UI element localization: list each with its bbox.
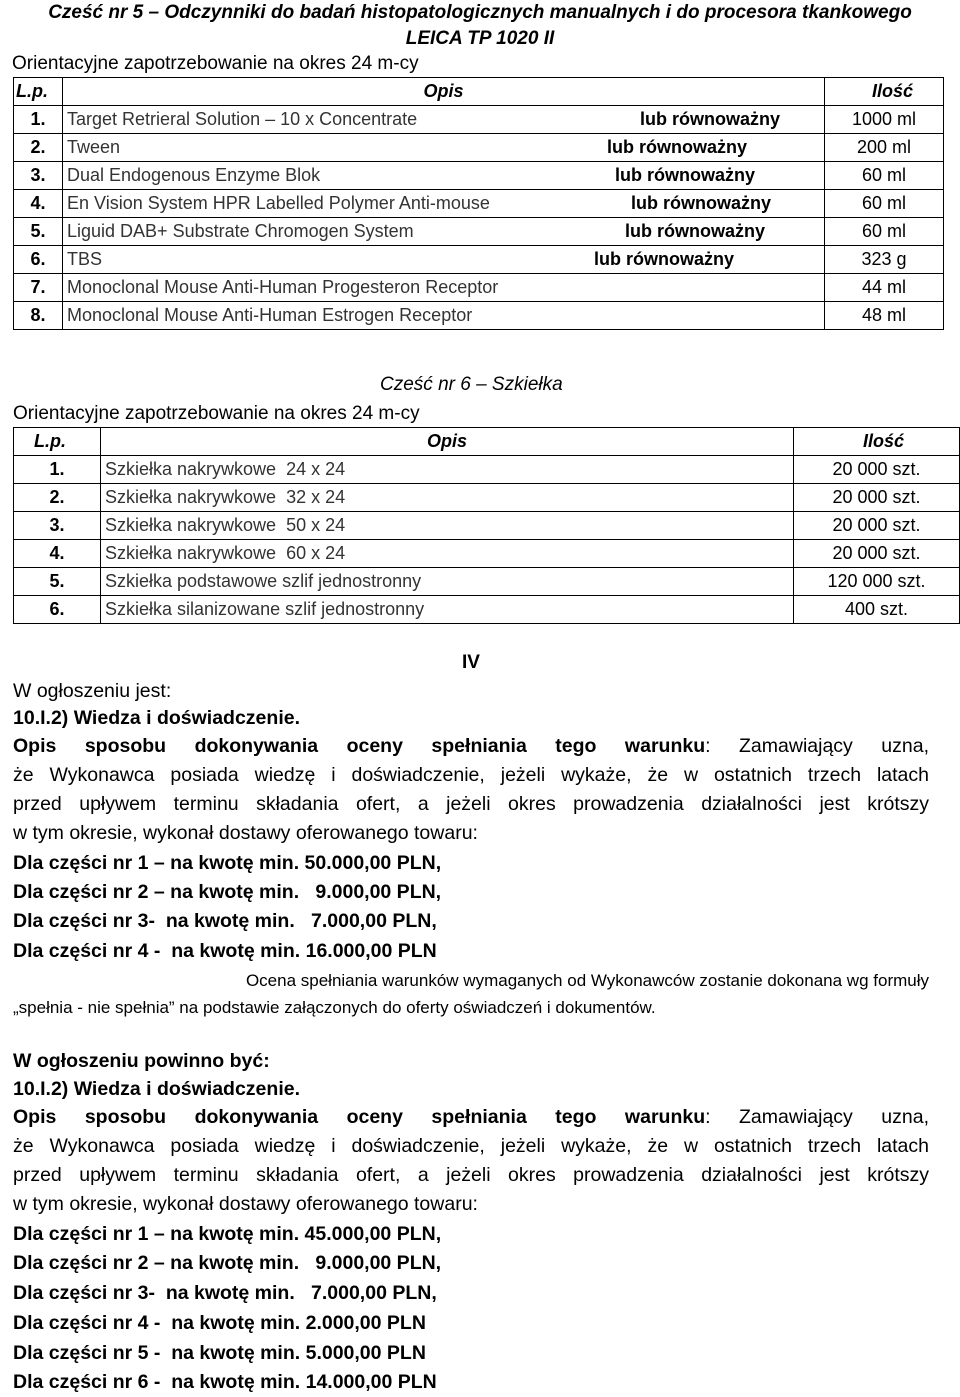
- row-desc-text: Target Retrieral Solution – 10 x Concentrate: [67, 109, 418, 129]
- row-qty: 20 000 szt.: [794, 456, 960, 484]
- table-row: [14, 302, 944, 330]
- row-desc: [63, 190, 825, 218]
- should-desc-line2: że Wykonawca posiada wiedzę i doświadczenie, jeżeli wykaże, że w ostatnich trzech latach: [13, 1135, 929, 1157]
- row-lp: 1.: [14, 456, 101, 484]
- section5-table: [13, 77, 944, 330]
- row-desc: [63, 162, 825, 190]
- table-row: [14, 106, 944, 134]
- row-desc: Szkiełka nakrywkowe 32 x 24: [101, 484, 794, 512]
- row-equiv: lub równoważny: [631, 193, 772, 213]
- is-desc-line4: w tym okresie, wykonał dostawy oferowanego towaru:: [13, 822, 478, 844]
- row-qty: 20 000 szt.: [794, 540, 960, 568]
- should-desc-bold: Opis sposobu dokonywania oceny spełniania tego warunku: [13, 1106, 706, 1128]
- is-part-2: Dla części nr 2 – na kwotę min. 9.000,00 PLN,: [13, 881, 442, 903]
- row-lp: 4.: [14, 540, 101, 568]
- row-desc: Szkiełka silanizowane szlif jednostronny: [101, 596, 794, 624]
- row-qty: 400 szt.: [794, 596, 960, 624]
- should-desc-line4: w tym okresie, wykonał dostawy oferowanego towaru:: [13, 1193, 478, 1215]
- table-row: [14, 134, 944, 162]
- row-lp: 3.: [14, 512, 101, 540]
- should-part-2: Dla części nr 2 – na kwotę min. 9.000,00 PLN,: [13, 1252, 442, 1274]
- should-part-1: Dla części nr 1 – na kwotę min. 45.000,00 PLN,: [13, 1223, 442, 1245]
- row-lp: 8.: [14, 302, 63, 330]
- table-row: [14, 190, 944, 218]
- should-part-4: Dla części nr 4 - na kwotę min. 2.000,00 PLN: [13, 1312, 426, 1334]
- row-qty: 20 000 szt.: [794, 512, 960, 540]
- row-lp: 6.: [14, 246, 63, 274]
- row-qty: 323 g: [825, 246, 944, 274]
- table-row: [14, 596, 960, 624]
- header-lp: L.p.: [14, 78, 63, 106]
- is-desc-line3: przed upływem terminu składania ofert, a jeżeli okres prowadzenia działalności jest krótszy: [13, 793, 929, 815]
- row-lp: 2.: [14, 484, 101, 512]
- section6-orientation: Orientacyjne zapotrzebowanie na okres 24 m-cy: [13, 403, 420, 424]
- row-qty: 60 ml: [825, 218, 944, 246]
- row-equiv: lub równoważny: [640, 109, 781, 129]
- row-desc: Szkiełka podstawowe szlif jednostronny: [101, 568, 794, 596]
- row-desc: [63, 134, 825, 162]
- row-qty: 20 000 szt.: [794, 484, 960, 512]
- row-qty: 1000 ml: [825, 106, 944, 134]
- table-header-row: [14, 78, 944, 106]
- is-desc-line1: [13, 732, 929, 761]
- row-desc-text: En Vision System HPR Labelled Polymer Anti-mouse: [67, 193, 490, 213]
- is-desc-bold: Opis sposobu dokonywania oceny spełniania tego warunku: [13, 735, 706, 757]
- row-lp: 4.: [14, 190, 63, 218]
- row-desc: Szkiełka nakrywkowe 24 x 24: [101, 456, 794, 484]
- row-lp: 7.: [14, 274, 63, 302]
- table-row: [14, 274, 944, 302]
- row-equiv: lub równoważny: [607, 137, 748, 157]
- ocena-line2: „spełnia - nie spełnia” na podstawie załączonych do oferty oświadczeń i dokumentów.: [13, 998, 656, 1017]
- row-desc: Szkiełka nakrywkowe 60 x 24: [101, 540, 794, 568]
- row-qty: 60 ml: [825, 190, 944, 218]
- table-row: [14, 162, 944, 190]
- row-desc-text: Monoclonal Mouse Anti-Human Progesteron Receptor: [67, 277, 499, 297]
- table-row: [14, 540, 960, 568]
- section5-title: [0, 0, 960, 52]
- section6-table: [13, 427, 960, 624]
- should-part-6: Dla części nr 6 - na kwotę min. 14.000,00 PLN: [13, 1371, 437, 1393]
- section5-title-line2: LEICA TP 1020 II: [405, 28, 555, 49]
- is-part-3: Dla części nr 3- na kwotę min. 7.000,00 PLN,: [13, 910, 437, 932]
- header-opis: Opis: [101, 428, 794, 456]
- row-desc-text: Tween: [67, 137, 121, 157]
- should-desc-rest: : Zamawiający uzna,: [705, 1106, 929, 1128]
- row-lp: 2.: [14, 134, 63, 162]
- section5-title-line1: Cześć nr 5 – Odczynniki do badań histopatologicznych manualnych i do procesora tkankowego: [48, 2, 912, 23]
- is-desc-rest: : Zamawiający uzna,: [705, 735, 929, 757]
- should-label: W ogłoszeniu powinno być:: [13, 1050, 270, 1072]
- table-row: [14, 512, 960, 540]
- row-desc: [63, 274, 825, 302]
- table-row: [14, 218, 944, 246]
- should-section: 10.I.2) Wiedza i doświadczenie.: [13, 1078, 300, 1100]
- row-qty: 120 000 szt.: [794, 568, 960, 596]
- row-desc-text: TBS: [67, 249, 103, 269]
- row-qty: 60 ml: [825, 162, 944, 190]
- table-row: [14, 246, 944, 274]
- row-desc: [63, 218, 825, 246]
- header-ilosc: Ilość: [794, 428, 960, 456]
- is-desc-line2: że Wykonawca posiada wiedzę i doświadczenie, jeżeli wykaże, że w ostatnich trzech latach: [13, 764, 929, 786]
- ocena-line1: Ocena spełniania warunków wymaganych od Wykonawców zostanie dokonana wg formuły: [245, 971, 929, 990]
- row-desc-text: Liguid DAB+ Substrate Chromogen System: [67, 221, 414, 241]
- row-equiv: lub równoważny: [615, 165, 756, 185]
- row-lp: 5.: [14, 218, 63, 246]
- row-lp: 3.: [14, 162, 63, 190]
- table-row: [14, 568, 960, 596]
- row-qty: 48 ml: [825, 302, 944, 330]
- row-equiv: lub równoważny: [594, 249, 735, 269]
- is-label: W ogłoszeniu jest:: [13, 680, 172, 702]
- table-row: [14, 484, 960, 512]
- row-lp: 6.: [14, 596, 101, 624]
- section5-orientation: Orientacyjne zapotrzebowanie na okres 24 m-cy: [12, 53, 419, 74]
- row-desc: Szkiełka nakrywkowe 50 x 24: [101, 512, 794, 540]
- is-section: 10.I.2) Wiedza i doświadczenie.: [13, 707, 300, 729]
- header-opis: Opis: [63, 78, 825, 106]
- table-header-row: [14, 428, 960, 456]
- row-desc: [63, 302, 825, 330]
- row-lp: 5.: [14, 568, 101, 596]
- should-part-5: Dla części nr 5 - na kwotę min. 5.000,00 PLN: [13, 1342, 426, 1364]
- header-lp: L.p.: [14, 428, 101, 456]
- is-part-1: Dla części nr 1 – na kwotę min. 50.000,00 PLN,: [13, 852, 442, 874]
- row-qty: 44 ml: [825, 274, 944, 302]
- is-part-4: Dla części nr 4 - na kwotę min. 16.000,00 PLN: [13, 940, 437, 962]
- should-desc-line3: przed upływem terminu składania ofert, a jeżeli okres prowadzenia działalności jest krótszy: [13, 1164, 929, 1186]
- row-desc: [63, 246, 825, 274]
- should-desc-line1: [13, 1103, 929, 1132]
- row-equiv: lub równoważny: [625, 221, 766, 241]
- row-desc-text: Monoclonal Mouse Anti-Human Estrogen Receptor: [67, 305, 473, 325]
- row-desc: [63, 106, 825, 134]
- row-desc-text: Dual Endogenous Enzyme Blok: [67, 165, 321, 185]
- row-qty: 200 ml: [825, 134, 944, 162]
- part-iv-heading: IV: [462, 652, 480, 673]
- row-lp: 1.: [14, 106, 63, 134]
- section6-title: Cześć nr 6 – Szkiełka: [380, 374, 563, 395]
- should-part-3: Dla części nr 3- na kwotę min. 7.000,00 PLN,: [13, 1282, 437, 1304]
- header-ilosc: Ilość: [825, 78, 944, 106]
- table-row: [14, 456, 960, 484]
